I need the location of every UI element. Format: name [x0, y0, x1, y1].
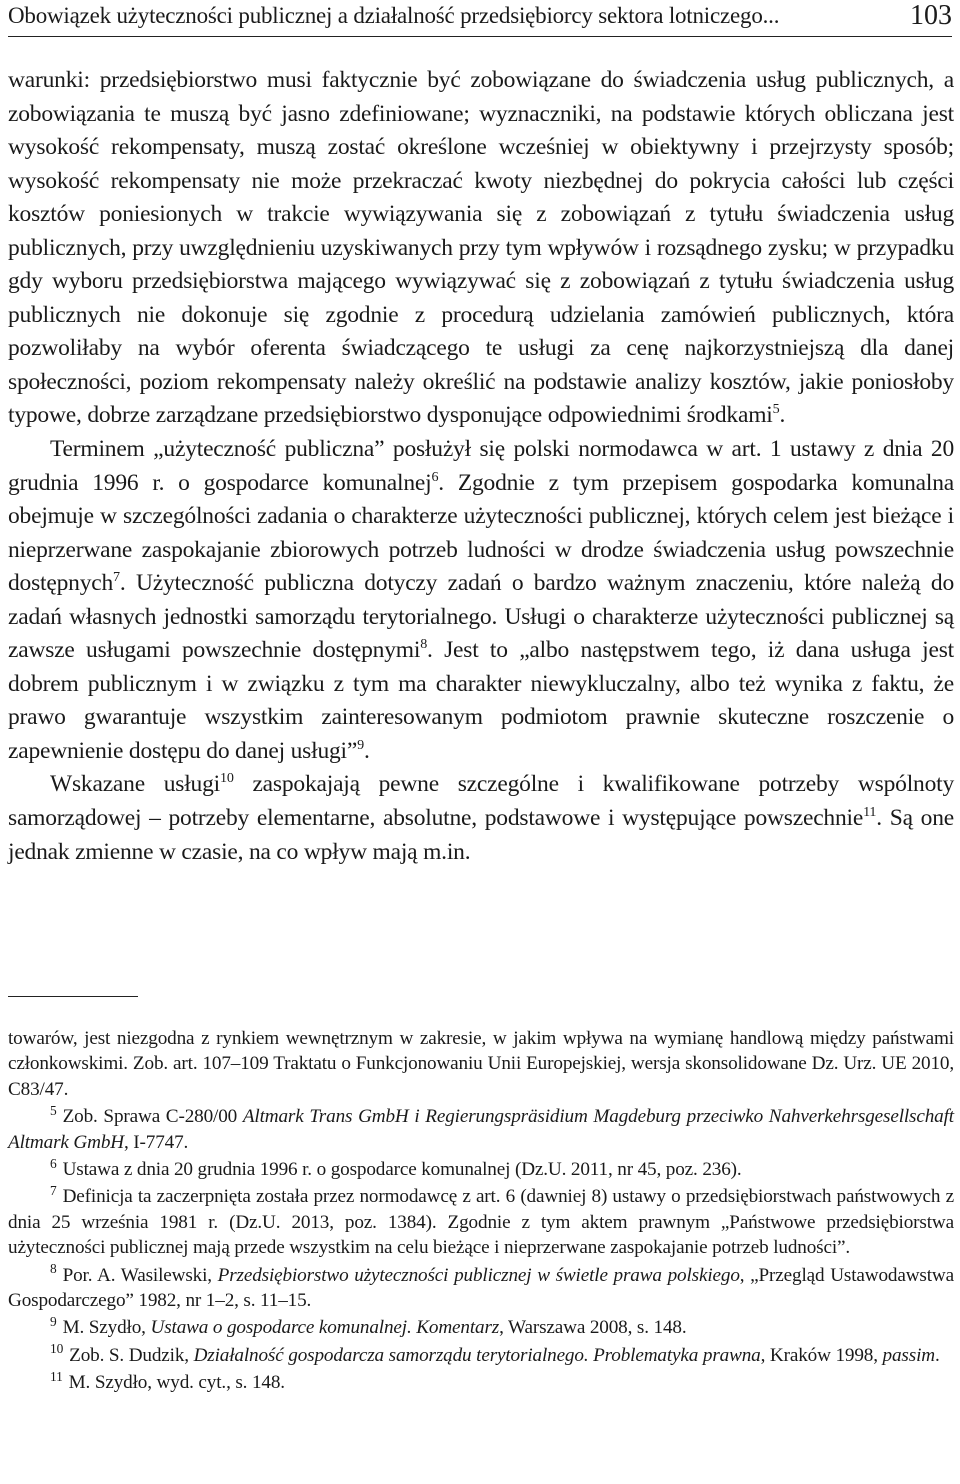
- paragraph-1-end: .: [779, 402, 786, 429]
- body-text: [8, 64, 954, 869]
- paragraph-3-part-a: Wskazane usługi: [50, 771, 220, 798]
- footnote-ref-11: 11: [863, 804, 877, 821]
- footnote-6-text: Ustawa z dnia 20 grudnia 1996 r. o gospodarce komunalnej (Dz.U. 2011, nr 45, poz. 236).: [62, 1159, 742, 1181]
- footnote-8: [8, 1263, 954, 1314]
- footnote-7: [8, 1184, 954, 1260]
- footnote-7-text: Definicja ta zaczerpnięta została przez normodawcę z art. 6 (dawniej 8) ustawy o przedsiębiorstwach państwowych z dnia 25 września 1981 r. (Dz.U. 2013, poz. 1384). Zgodnie z tym aktem prawnym „Państwowe przedsiębiorstwa użyteczności publicznej mają przede wszystkim na celu bieżące i nieprzerwane zaspokajanie potrzeb ludności”.: [8, 1186, 954, 1259]
- footnote-5-number: 5: [50, 1102, 57, 1118]
- footnote-ref-8: 8: [420, 636, 428, 653]
- footnote-10-number: 10: [50, 1341, 64, 1357]
- paragraph-3: [8, 768, 954, 869]
- paragraph-2-part-c: . Użyteczność publiczna dotyczy zadań o bardzo ważnym znaczeniu, które należą do zadań własnych jednostki samorządu terytorialnego. Usługi o charakterze użyteczności publicznej są zawsze usługami powszechnie dostępnymi: [8, 570, 954, 664]
- footnote-8-text-a: Por. A. Wasilewski,: [62, 1264, 218, 1286]
- footnote-5-text-b: , I-7747.: [123, 1131, 189, 1153]
- running-title: Obowiązek użyteczności publicznej a działalność przedsiębiorcy sektora lotniczego...: [8, 3, 780, 28]
- footnote-ref-5: 5: [772, 401, 780, 418]
- footnote-10-text-a: Zob. S. Dudzik,: [69, 1344, 194, 1366]
- footnote-continuation: [8, 1026, 954, 1102]
- paragraph-2-part-d: . Jest to „albo następstwem tego, iż dana usługa jest dobrem publicznym i w związku z tym ma charakter niewykluczalny, albo też wynika z faktu, że prawo gwarantuje wszystkim zainteresowanym podmiotom prawnie skuteczne roszczenie o zapewnienie dostępu do danej usługi”: [8, 637, 955, 764]
- footnotes: [8, 1026, 954, 1398]
- footnote-7-number: 7: [50, 1183, 57, 1199]
- footnote-11-number: 11: [50, 1368, 63, 1384]
- footnote-9-work-title: Ustawa o gospodarce komunalnej. Komentarz: [150, 1317, 500, 1339]
- footnote-10-text-b: , Kraków 1998,: [760, 1344, 883, 1366]
- footnote-9-text-a: M. Szydło,: [62, 1317, 151, 1339]
- footnote-ref-7: 7: [113, 569, 120, 586]
- page-number: 103: [910, 0, 952, 31]
- footnote-8-work-title: Przedsiębiorstwo użyteczności publicznej w świetle prawa polskiego: [217, 1264, 740, 1286]
- footnote-8-text-b: , „Przegląd Ustawodawstwa Gospodarczego” 1982, nr 1–2, s. 11–15.: [8, 1264, 955, 1312]
- footnote-5-text-a: Zob. Sprawa C-280/00: [62, 1106, 243, 1128]
- paragraph-1: [8, 64, 954, 433]
- paragraph-3-part-b: zaspokajają pewne szczególne i kwalifikowane potrzeby wspólnoty samorządowej – potrzeby elementarne, absolutne, podstawowe i występujące powszechnie: [8, 771, 954, 832]
- footnote-11-text: M. Szydło, wyd. cyt., s. 148.: [68, 1372, 285, 1394]
- footnote-5: [8, 1104, 954, 1155]
- footnote-8-number: 8: [50, 1261, 57, 1277]
- paragraph-2: [8, 433, 954, 768]
- footnote-6-number: 6: [50, 1155, 57, 1171]
- footnote-9: [8, 1315, 954, 1340]
- footnote-10-passim: passim: [882, 1344, 935, 1366]
- footnote-separator: [8, 996, 138, 997]
- footnote-ref-9: 9: [357, 737, 364, 754]
- footnote-11: [8, 1370, 954, 1395]
- footnote-10-work-title: Działalność gospodarcza samorządu terytorialnego. Problematyka prawna: [193, 1344, 761, 1366]
- footnote-9-number: 9: [50, 1314, 57, 1330]
- running-header: [8, 0, 952, 37]
- footnote-5-case-title: Altmark Trans GmbH i Regierungspräsidium Magdeburg przeciwko Nahverkehrsgesellschaft Altmark GmbH: [8, 1106, 954, 1153]
- footnote-ref-6: 6: [431, 468, 439, 485]
- footnote-9-text-b: , Warszawa 2008, s. 148.: [499, 1317, 687, 1339]
- footnote-ref-10: 10: [219, 770, 234, 787]
- paragraph-1-text: warunki: przedsiębiorstwo musi faktycznie być zobowiązane do świadczenia usług publicznych, a zobowiązania te muszą być jasno zdefiniowane; wyznaczniki, na podstawie których obliczana jest wysokość rekompensaty, muszą zostać określone wcześniej w obiektywny i przejrzysty sposób; wysokość rekompensaty nie może przekraczać kwoty niezbędnej do pokrycia całości lub części kosztów poniesionych w trakcie wywiązywania się z zobowiązań z tytułu świadczenia usług publicznych, przy uwzględnieniu uzyskiwanych przy tym wpływów i rozsądnego zysku; w przypadku gdy wyboru przedsiębiorstwa mającego wywiązywać się z zobowiązań z tytułu świadczenia usług publicznych nie dokonuje się zgodnie z procedurą udzielania zamówień publicznych, która pozwoliłaby na wybór oferenta świadczącego te usługi za cenę najkorzystniejszą dla danej społeczności, poziom rekompensaty należy określić na podstawie analizy kosztów, jakie poniosłoby typowe, dobrze zarządzane przedsiębiorstwo dysponujące odpowiednimi środkami: [8, 67, 954, 429]
- footnote-continuation-text: towarów, jest niezgodna z rynkiem wewnętrznym w zakresie, w jakim wpływa na wymianę handlową między państwami członkowskimi. Zob. art. 107–109 Traktatu o Funkcjonowaniu Unii Europejskiej, wersja skonsolidowane Dz. Urz. UE 2010, C83/47.: [8, 1028, 954, 1100]
- paragraph-2-part-b: . Zgodnie z tym przepisem gospodarka komunalna obejmuje w szczególności zadania o charakterze użyteczności publicznej, których celem jest bieżące i nieprzerwane zaspokajanie zbiorowych potrzeb ludności w drodze świadczenia usług powszechnie dostępnych: [8, 469, 954, 597]
- footnote-10: [8, 1343, 954, 1368]
- footnote-10-text-c: .: [934, 1344, 940, 1366]
- paragraph-2-part-a: Terminem „użyteczność publiczna” posłużył się polski normodawca w art. 1 ustawy z dnia 20 grudnia 1996 r. o gospodarce komunalnej: [8, 436, 954, 496]
- paragraph-2-part-e: .: [363, 737, 370, 764]
- paragraph-3-part-c: . Są one jednak zmienne w czasie, na co wpływ mają m.in.: [8, 805, 954, 865]
- footnote-6: [8, 1157, 954, 1182]
